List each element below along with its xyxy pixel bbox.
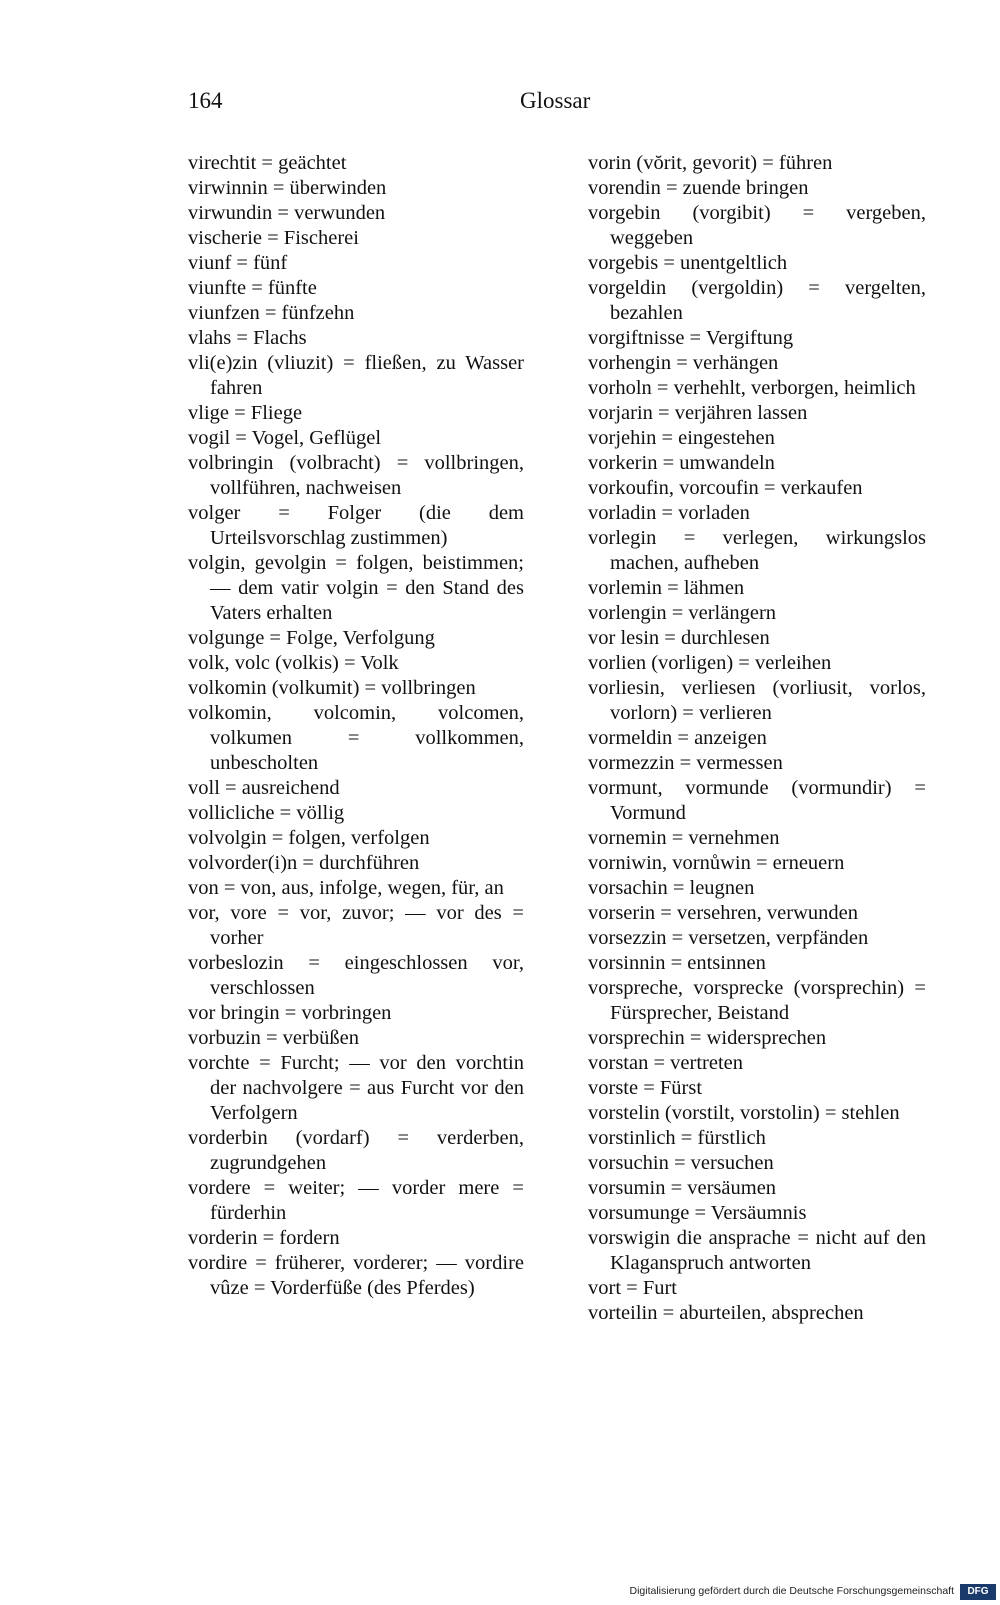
glossary-entry: vorsprechin = widersprechen xyxy=(588,1027,827,1049)
glossary-entry: vorlegin = verlegen, wirkungslos machen, aufheben xyxy=(588,527,926,574)
glossary-entry: vorkerin = umwandeln xyxy=(588,452,775,474)
glossary-entry: vorsezzin = versetzen, verpfänden xyxy=(588,927,869,949)
glossary-entry: von = von, aus, infolge, wegen, für, an xyxy=(188,877,504,899)
glossary-entry: vor lesin = durchlesen xyxy=(588,627,770,649)
glossary-entry: vorsumunge = Versäumnis xyxy=(588,1202,807,1224)
glossary-entry: volgin, gevolgin = folgen, beistimmen; — dem vatir volgin = den Stand des Vaters erhalten xyxy=(188,552,524,624)
glossary-entry: vorlengin = verlängern xyxy=(588,602,777,624)
glossary-entry: voll = ausreichend xyxy=(188,777,340,799)
glossary-entry: vischerie = Fischerei xyxy=(188,227,359,249)
glossary-entry: vorgiftnisse = Vergiftung xyxy=(588,327,794,349)
glossary-entry: vorserin = versehren, verwunden xyxy=(588,902,858,924)
glossary-entry: vornemin = vernehmen xyxy=(588,827,780,849)
glossary-entry: vorderbin (vordarf) = verderben, zugrundgehen xyxy=(188,1127,524,1174)
glossary-entry: vorbuzin = verbüßen xyxy=(188,1027,359,1049)
glossary-entry: vordere = weiter; — vorder mere = fürderhin xyxy=(188,1177,524,1224)
glossary-entry: vorchte = Furcht; — vor den vorchtin der nachvolgere = aus Furcht vor den Verfolgern xyxy=(188,1052,524,1124)
glossary-entry: vorjehin = eingestehen xyxy=(588,427,775,449)
dfg-logo: DFG xyxy=(960,1584,996,1600)
glossary-entry: vorgebin (vorgibit) = vergeben, weggeben xyxy=(588,202,926,249)
glossary-entry: volgunge = Folge, Verfolgung xyxy=(188,627,435,649)
glossary-entry: vorsachin = leugnen xyxy=(588,877,755,899)
glossary-entry: vollicliche = völlig xyxy=(188,802,345,824)
glossary-entry: vorbeslozin = eingeschlossen vor, verschlossen xyxy=(188,952,524,999)
glossary-entry: vorsumin = versäumen xyxy=(588,1177,777,1199)
glossary-entry: vli(e)zin (vliuzit) = fließen, zu Wasser fahren xyxy=(188,352,524,399)
glossary-entry: vorniwin, vornůwin = erneuern xyxy=(588,852,845,874)
glossary-entry: vorspreche, vorsprecke (vorsprechin) = Fürsprecher, Beistand xyxy=(588,977,926,1024)
glossary-entry: vorin (vŏrit, gevorit) = führen xyxy=(588,152,833,174)
page-number: 164 xyxy=(188,88,223,113)
glossary-entry: vorholn = verhehlt, verborgen, heimlich xyxy=(588,377,916,399)
glossary-entry: vorgebis = unentgeltlich xyxy=(588,252,788,274)
glossary-entry: volger = Folger (die dem Urteilsvorschlag zustimmen) xyxy=(188,502,524,549)
glossary-entry: vormunt, vormunde (vormundir) = Vormund xyxy=(588,777,926,824)
glossary-entry: vorgeldin (vergoldin) = vergelten, bezahlen xyxy=(588,277,926,324)
digitization-credit: Digitalisierung gefördert durch die Deutsche Forschungsgemeinschaft xyxy=(629,1585,954,1597)
glossary-entry: vorlemin = lähmen xyxy=(588,577,745,599)
glossary-entry: vlige = Fliege xyxy=(188,402,303,424)
glossary-entry: vogil = Vogel, Geflügel xyxy=(188,427,382,449)
glossary-entry: viunf = fünf xyxy=(188,252,288,274)
glossary-entry: volvolgin = folgen, verfolgen xyxy=(188,827,430,849)
glossary-entry: volvorder(i)n = durchführen xyxy=(188,852,420,874)
glossary-entry: vorladin = vorladen xyxy=(588,502,750,524)
glossary-entry: virechtit = geächtet xyxy=(188,152,347,174)
glossary-right-column xyxy=(588,151,926,1326)
glossary-left-column xyxy=(188,151,524,1301)
glossary-entry: vorteilin = aburteilen, absprechen xyxy=(588,1302,864,1324)
glossary-entry: vor bringin = vorbringen xyxy=(188,1002,392,1024)
glossary-entry: vordire = früherer, vorderer; — vordire vûze = Vorderfüße (des Pferdes) xyxy=(188,1252,524,1299)
glossary-entry: vlahs = Flachs xyxy=(188,327,307,349)
glossary-entry: vorswigin die ansprache = nicht auf den Klaganspruch antworten xyxy=(588,1227,926,1274)
glossary-entry: vormezzin = vermessen xyxy=(588,752,783,774)
glossary-entry: vorstan = vertreten xyxy=(588,1052,744,1074)
glossary-entry: vorendin = zuende bringen xyxy=(588,177,809,199)
glossary-entry: vorjarin = verjähren lassen xyxy=(588,402,808,424)
glossary-entry: vorkoufin, vorcoufin = verkaufen xyxy=(588,477,863,499)
glossary-entry: volkomin, volcomin, volcomen, volkumen = vollkommen, unbescholten xyxy=(188,702,524,774)
glossary-entry: vorhengin = verhängen xyxy=(588,352,779,374)
glossary-entry: viunfzen = fünfzehn xyxy=(188,302,355,324)
glossary-entry: vor, vore = vor, zuvor; — vor des = vorher xyxy=(188,902,524,949)
glossary-entry: vorsuchin = versuchen xyxy=(588,1152,774,1174)
glossary-entry: vorste = Fürst xyxy=(588,1077,703,1099)
glossary-entry: vorlien (vorligen) = verleihen xyxy=(588,652,832,674)
glossary-entry: vort = Furt xyxy=(588,1277,678,1299)
glossary-entry: vorstinlich = fürstlich xyxy=(588,1127,766,1149)
glossary-entry: vorliesin, verliesen (vorliusit, vorlos, vorlorn) = verlieren xyxy=(588,677,926,724)
glossary-entry: volk, volc (volkis) = Volk xyxy=(188,652,399,674)
glossary-entry: viunfte = fünfte xyxy=(188,277,317,299)
glossary-entry: vorsinnin = entsinnen xyxy=(588,952,766,974)
glossary-entry: vorstelin (vorstilt, vorstolin) = stehlen xyxy=(588,1102,900,1124)
glossary-entry: virwinnin = überwinden xyxy=(188,177,387,199)
glossary-entry: volbringin (volbracht) = vollbringen, vollführen, nachweisen xyxy=(188,452,524,499)
page-title: Glossar xyxy=(520,88,591,113)
glossary-entry: vormeldin = anzeigen xyxy=(588,727,767,749)
glossary-entry: volkomin (volkumit) = vollbringen xyxy=(188,677,476,699)
glossary-entry: vorderin = fordern xyxy=(188,1227,340,1249)
glossary-entry: virwundin = verwunden xyxy=(188,202,386,224)
